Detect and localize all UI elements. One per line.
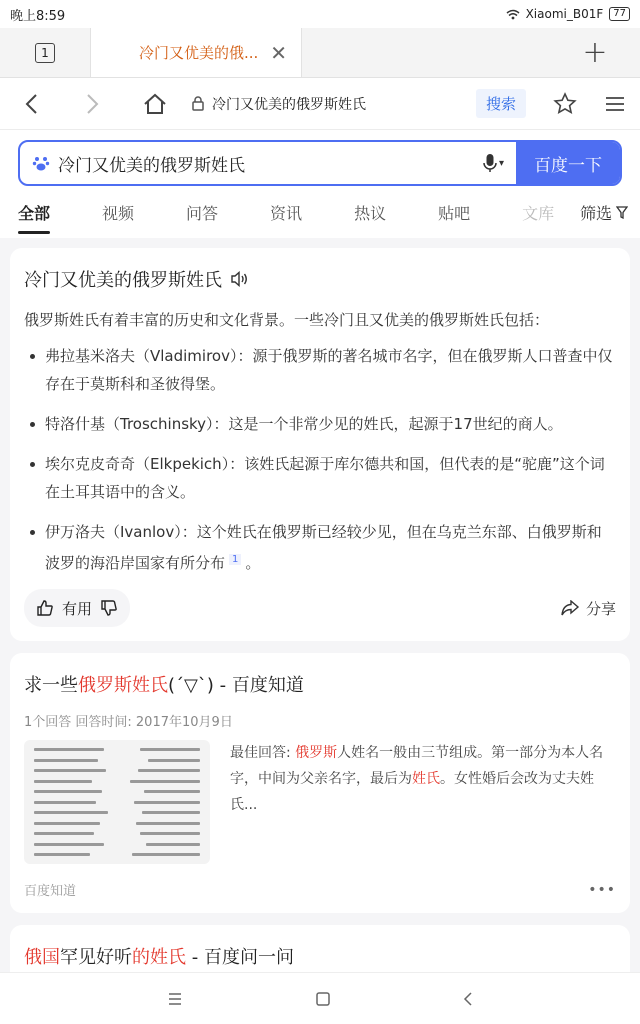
thumbs-down-icon[interactable] <box>100 599 118 617</box>
star-icon[interactable] <box>540 92 590 115</box>
title-highlight: 的姓氏 <box>132 947 186 968</box>
bullet-dot <box>30 354 35 359</box>
bullet-end: 。 <box>245 554 261 572</box>
tab-tieba[interactable]: 贴吧 <box>438 203 471 223</box>
result-source-row <box>24 880 616 899</box>
tab-all[interactable]: 全部 <box>18 201 50 224</box>
result-source[interactable]: 百度知道 <box>24 884 77 899</box>
search-query: 冷门又优美的俄罗斯姓氏 <box>58 155 245 176</box>
tab-active[interactable] <box>90 28 302 77</box>
category-tabs <box>0 186 640 238</box>
ai-actions <box>24 589 616 627</box>
status-right <box>506 7 630 21</box>
wifi-icon <box>506 9 520 20</box>
share-label: 分享 <box>585 599 616 618</box>
menu-icon[interactable] <box>590 95 640 113</box>
bullet-dot <box>30 530 35 535</box>
filter-label: 筛选 <box>579 203 612 223</box>
tab-wenku[interactable]: 文库 <box>522 203 555 223</box>
list-item <box>24 342 616 398</box>
snippet-highlight: 姓氏 <box>412 771 440 787</box>
filter-button[interactable] <box>572 186 640 238</box>
result-body <box>24 740 616 864</box>
thumbs-up-icon[interactable] <box>36 599 54 617</box>
snippet-part: 人姓名一般由三节组成。第一部分为本人名字，中间为父亲名字，最后为 <box>230 745 604 787</box>
status-time: 晚上8:59 <box>10 8 66 24</box>
close-icon[interactable]: ✕ <box>270 40 287 65</box>
snippet-part: 。女性婚后会改为丈夫姓氏... <box>230 771 594 813</box>
chevron-down-icon: ▾ <box>498 157 504 169</box>
title-part: 罕见好听 <box>60 947 132 968</box>
tab-bar <box>0 28 640 78</box>
list-item <box>24 518 616 577</box>
system-back-icon[interactable] <box>463 992 473 1006</box>
search-button[interactable]: 百度一下 <box>516 142 620 184</box>
bullet-text: 伊万洛夫（Ivanlov）：这个姓氏在俄罗斯已经较少见，但在乌克兰东部、白俄罗斯和波罗的海沿岸国家有所分布 <box>45 523 602 572</box>
system-nav-bar <box>0 972 640 1024</box>
tab-video[interactable]: 视频 <box>102 203 135 223</box>
tab-count-label: 1 <box>35 43 55 63</box>
status-bar <box>0 0 640 28</box>
tab-qa[interactable]: 问答 <box>186 203 219 223</box>
result-title-link[interactable] <box>24 671 616 697</box>
result-card <box>10 653 630 913</box>
bullet-dot <box>30 462 35 467</box>
baidu-paw-icon <box>32 154 50 172</box>
funnel-icon <box>616 206 628 219</box>
result-title-link[interactable] <box>24 943 616 969</box>
ai-answer-card <box>10 248 630 641</box>
battery-indicator: 77 <box>609 7 630 21</box>
url-text: 冷门又优美的俄罗斯姓氏 <box>212 96 366 113</box>
ai-intro: 俄罗斯姓氏有着丰富的历史和文化背景。一些冷门且又优美的俄罗斯姓氏包括： <box>24 311 550 329</box>
title-part: 求一些 <box>24 675 78 696</box>
share-button[interactable] <box>560 598 616 619</box>
more-options-icon[interactable]: ••• <box>588 881 616 898</box>
forward-icon[interactable] <box>62 93 124 115</box>
snippet-highlight: 俄罗斯 <box>295 745 338 761</box>
search-input[interactable] <box>20 142 483 184</box>
bullet-text: 埃尔克皮奇奇（Elkpekich）：该姓氏起源于库尔德共和国，但代表的是“驼鹿”这个词在土耳其语中的含义。 <box>45 455 605 501</box>
result-snippet <box>230 740 616 864</box>
wifi-name: Xiaomi_B01F <box>525 7 604 21</box>
share-icon <box>560 600 580 616</box>
title-highlight: 俄罗斯姓氏 <box>78 675 168 696</box>
ai-answer-title <box>24 266 616 292</box>
search-link-button[interactable]: 搜索 <box>476 89 526 118</box>
tab-count-button[interactable] <box>0 28 90 77</box>
ai-title-text: 冷门又优美的俄罗斯姓氏 <box>24 270 222 291</box>
bullet-dot <box>30 422 35 427</box>
speaker-icon[interactable] <box>230 271 248 287</box>
title-part: (ˊ▽ˋ) - 百度知道 <box>168 675 304 696</box>
vote-group <box>24 589 130 627</box>
plus-icon[interactable]: + <box>582 35 608 70</box>
citation-marker[interactable]: 1 <box>229 554 241 565</box>
bullet-text: 弗拉基米洛夫（Vladimirov）：源于俄罗斯的著名城市名字，但在俄罗斯人口普查中仅存在于莫斯科和圣彼得堡。 <box>45 347 613 393</box>
tab-hot[interactable]: 热议 <box>354 203 387 223</box>
home-icon[interactable] <box>124 93 186 115</box>
bullet-text: 特洛什基（Troschinsky）：这是一个非常少见的姓氏，起源于17世纪的商人。 <box>45 415 563 433</box>
home-square-icon[interactable] <box>316 992 330 1006</box>
bullet-wrap <box>45 518 616 577</box>
tab-title: 冷门又优美的俄... <box>139 44 259 62</box>
recent-apps-icon[interactable] <box>167 993 183 1005</box>
result-thumbnail[interactable] <box>24 740 210 864</box>
search-box <box>18 140 622 186</box>
tab-news[interactable]: 资讯 <box>270 203 303 223</box>
title-part: - 百度问一问 <box>186 947 294 968</box>
result-meta: 1个回答 回答时间: 2017年10月9日 <box>24 715 233 730</box>
search-row <box>0 130 640 186</box>
list-item <box>24 450 616 506</box>
address-bar <box>0 78 640 130</box>
results-list <box>0 238 640 1013</box>
title-highlight: 俄国 <box>24 947 60 968</box>
microphone-icon[interactable] <box>483 142 516 184</box>
list-item <box>24 410 616 438</box>
snippet-part: 最佳回答: <box>230 745 296 761</box>
tab-spacer <box>302 28 550 77</box>
url-field[interactable] <box>186 94 476 114</box>
lock-icon <box>192 96 204 111</box>
useful-label[interactable]: 有用 <box>62 599 93 618</box>
back-icon[interactable] <box>0 93 62 115</box>
